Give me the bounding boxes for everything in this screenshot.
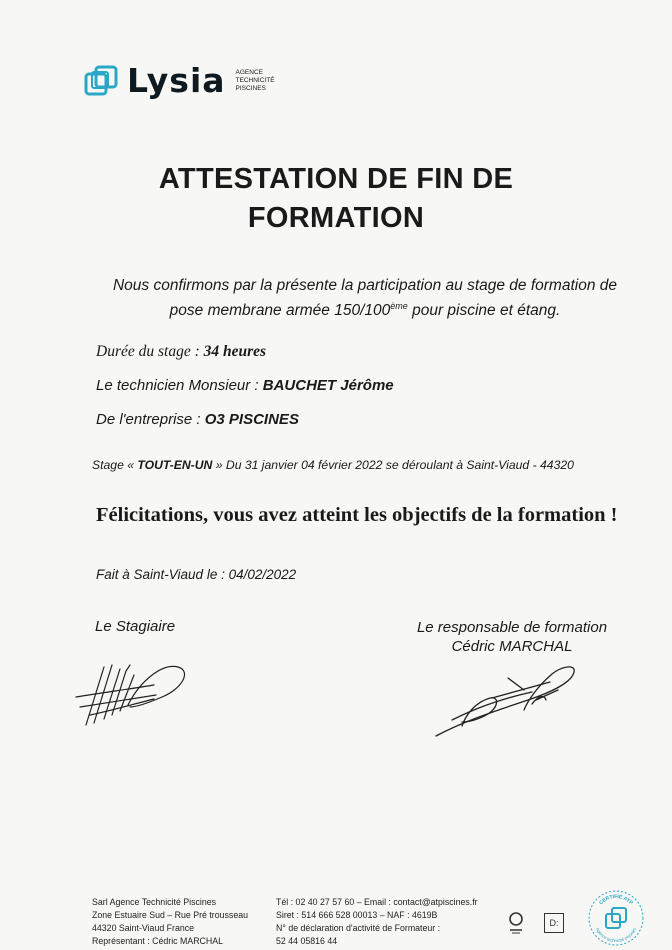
logo-subtitle: AGENCE TECHNICITÉ PISCINES	[235, 69, 275, 92]
lysia-logo-icon	[84, 64, 118, 98]
trainee-label: Le Stagiaire	[95, 618, 176, 635]
company-line: De l'entreprise : O3 PISCINES	[96, 411, 299, 428]
manager-signature	[432, 660, 582, 740]
lysia-logo	[84, 61, 275, 100]
duration-line: Durée du stage : 34 heures	[96, 343, 267, 360]
company-name: O3 PISCINES	[204, 411, 299, 428]
svg-text:Agence technicité piscines: Agence technicité piscines	[594, 926, 638, 944]
document-title: ATTESTATION DE FIN DE FORMATION	[158, 163, 514, 234]
intro-paragraph: Nous confirmons par la présente la participation au stage de formation de pose membrane armée 150/100ème pour piscine et étang.	[112, 277, 618, 320]
manager-label: Le responsable de formation	[416, 619, 608, 636]
stage-line: Stage « TOUT-EN-UN » Du 31 janvier 04 février 2022 se déroulant à Saint-Viaud - 44320	[92, 458, 574, 472]
technician-name: BAUCHET Jérôme	[262, 377, 394, 394]
qualification-badge-icon: D:	[544, 913, 564, 933]
manager-name: Cédric MARCHAL	[451, 638, 573, 655]
certified-atp-seal	[586, 888, 646, 948]
duration-value: 34 heures	[203, 343, 267, 360]
technician-line: Le technicien Monsieur : BAUCHET Jérôme	[96, 377, 394, 394]
footer-contact: Tél : 02 40 27 57 60 – Email : contact@atpiscines.fr Siret : 514 666 528 00013 – NAF : 4619B N° de déclaration d'activité de Formateur : 52 44 05816 44	[276, 897, 478, 946]
congratulations-text: Félicitations, vous avez atteint les objectifs de la formation !	[96, 504, 618, 526]
place-date: Fait à Saint-Viaud le : 04/02/2022	[96, 567, 297, 582]
manager-block	[406, 618, 618, 656]
quality-badge-icon	[506, 910, 526, 934]
trainee-signature	[70, 655, 195, 735]
svg-text:CERTIFIÉ ATP: CERTIFIÉ ATP	[598, 893, 634, 907]
footer-company-address: Sarl Agence Technicité Piscines Zone Estuaire Sud – Rue Pré trousseau 44320 Saint-Viaud France Représentant : Cédric MARCHAL	[92, 897, 248, 946]
logo-wordmark: Lysia	[127, 61, 226, 100]
